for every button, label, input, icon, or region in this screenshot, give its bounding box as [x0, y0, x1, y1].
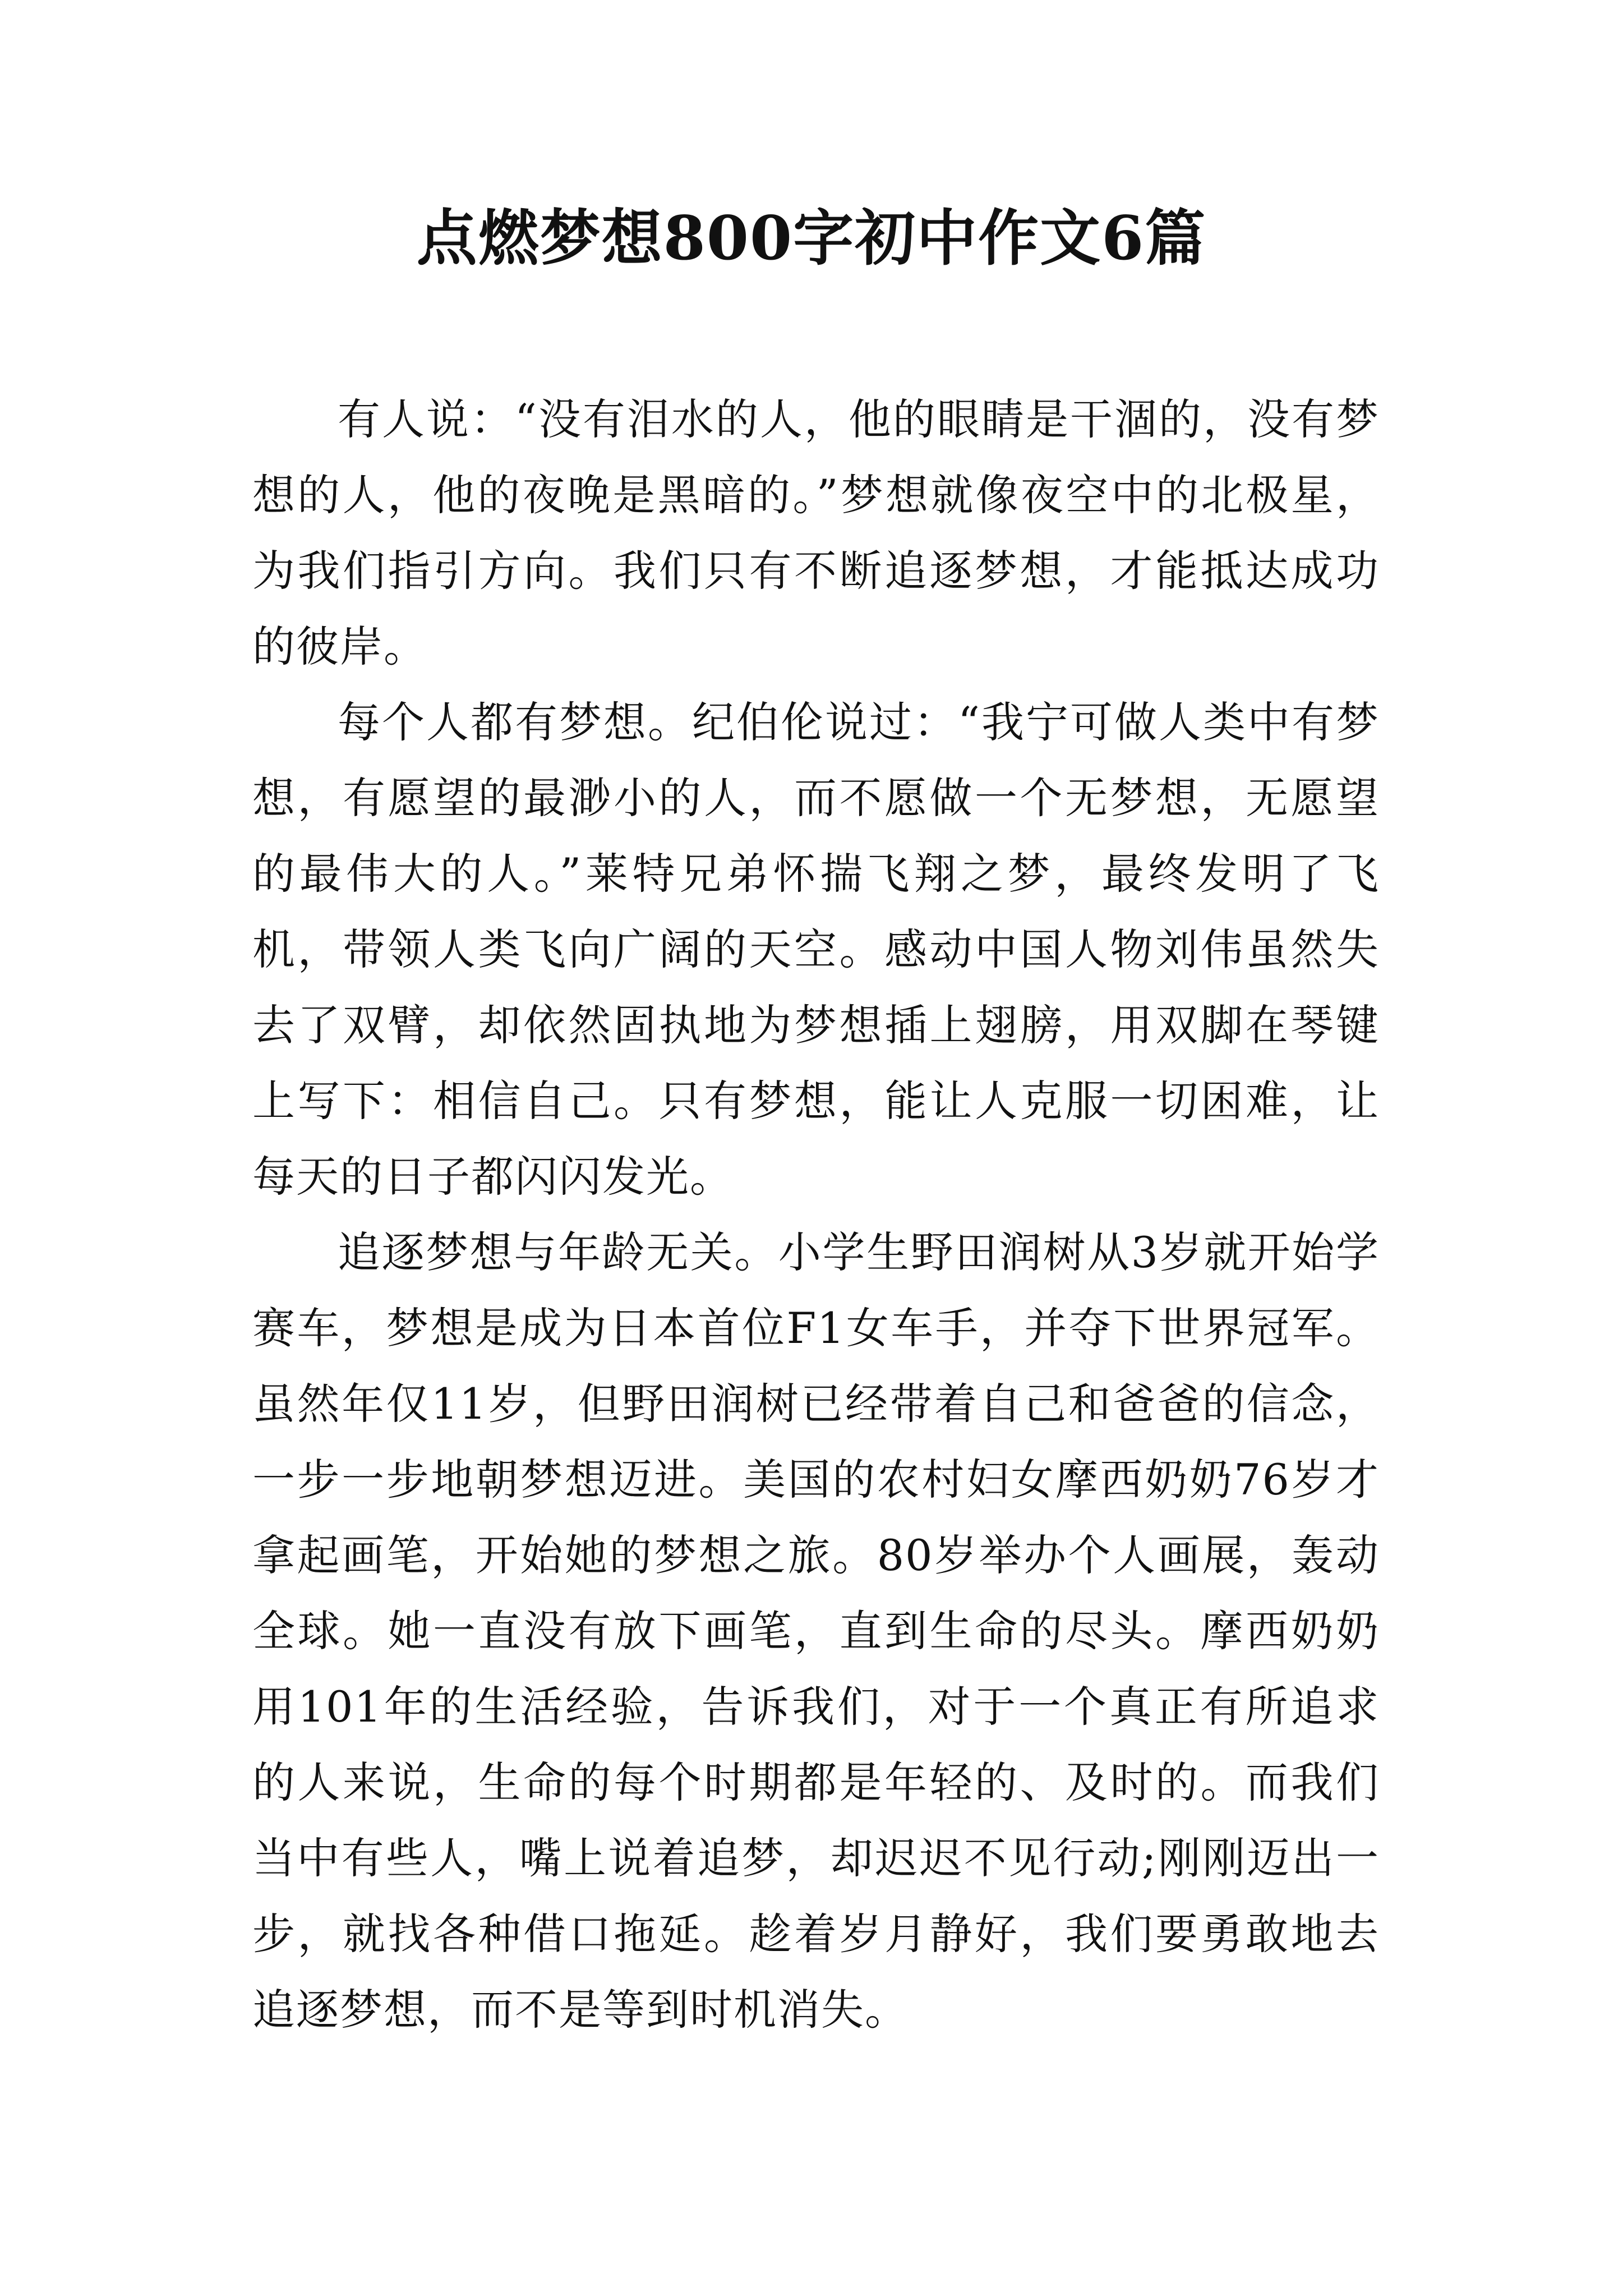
- paragraph-3: 追逐梦想与年龄无关。小学生野田润树从3岁就开始学赛车，梦想是成为日本首位F1女车手，并夺下世界冠军。虽然年仅11岁，但野田润树已经带着自己和爸爸的信念，一步一步地朝梦想迈进。美国的农村妇女摩西奶奶76岁才拿起画笔，开始她的梦想之旅。80岁举办个人画展，轰动全球。她一直没有放下画笔，直到生命的尽头。摩西奶奶用101年的生活经验，告诉我们，对于一个真正有所追求的人来说，生命的每个时期都是年轻的、及时的。而我们当中有些人，嘴上说着追梦，却迟迟不见行动;刚刚迈出一步，就找各种借口拖延。趁着岁月静好，我们要勇敢地去追逐梦想，而不是等到时机消失。: [252, 1227, 1380, 2035]
- document-body: [252, 381, 1380, 2047]
- paragraph-2: 每个人都有梦想。纪伯伦说过：“我宁可做人类中有梦想，有愿望的最渺小的人，而不愿做一个无梦想，无愿望的最伟大的人。”莱特兄弟怀揣飞翔之梦，最终发明了飞机，带领人类飞向广阔的天空。感动中国人物刘伟虽然失去了双臂，却依然固执地为梦想插上翅膀，用双脚在琴键上写下：相信自己。只有梦想，能让人克服一切困难，让每天的日子都闪闪发光。: [252, 697, 1380, 1202]
- paragraph-1: 有人说：“没有泪水的人，他的眼睛是干涸的，没有梦想的人，他的夜晚是黑暗的。”梦想就像夜空中的北极星，为我们指引方向。我们只有不断追逐梦想，才能抵达成功的彼岸。: [252, 394, 1380, 671]
- page-title: 点燃梦想800字初中作文6篇: [416, 203, 1207, 274]
